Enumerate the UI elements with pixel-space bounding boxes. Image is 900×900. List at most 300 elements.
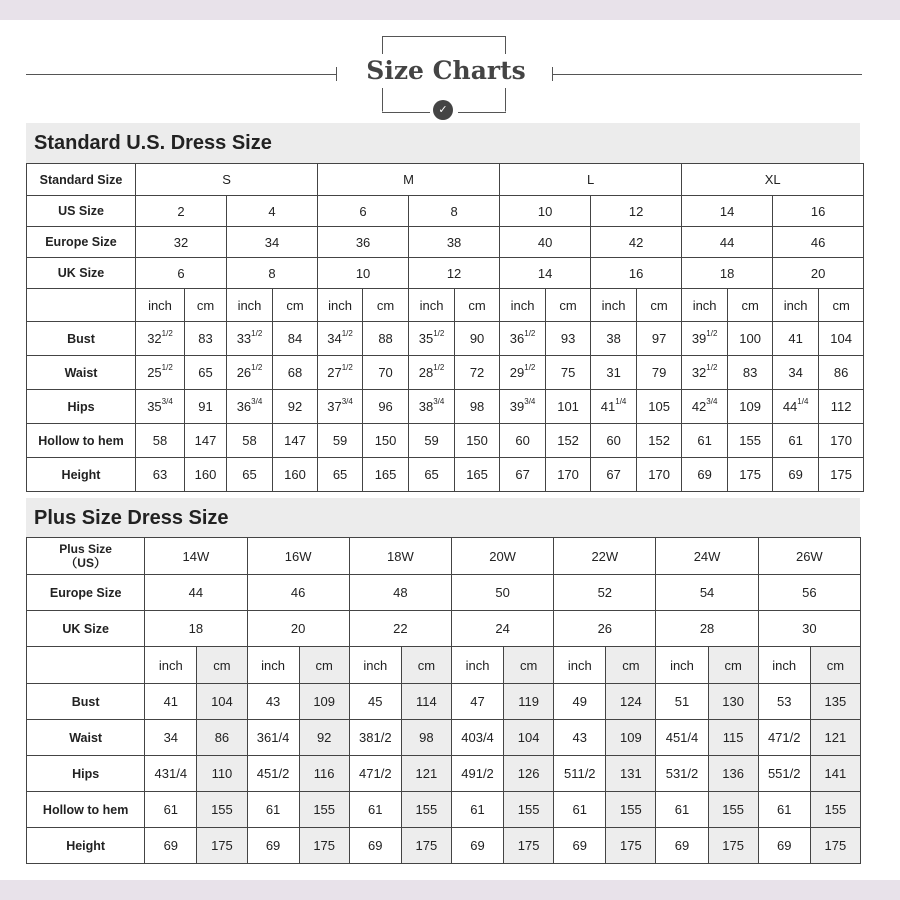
inch-value: 61 — [145, 792, 197, 828]
row-label: Hips — [27, 756, 145, 792]
inch-value — [682, 356, 728, 390]
row-europe-size — [27, 227, 864, 258]
size-value: 46 — [773, 227, 864, 258]
inch-value: 61 — [656, 792, 708, 828]
inch-value — [227, 424, 273, 458]
cm-value: 150 — [363, 424, 409, 458]
cm-value: 88 — [363, 322, 409, 356]
cm-value: 115 — [708, 720, 758, 756]
cm-value: 83 — [185, 322, 227, 356]
inch-value — [682, 390, 728, 424]
inch-value: 451/2 — [247, 756, 299, 792]
inch-value — [409, 322, 455, 356]
title-rule-left — [26, 74, 336, 75]
size-value: 28 — [656, 611, 758, 647]
inch-whole: 29 — [509, 365, 525, 380]
cm-value: 109 — [299, 684, 349, 720]
standard-size-heading: Standard U.S. Dress Size — [26, 123, 860, 163]
inch-value — [227, 390, 273, 424]
inch-whole: 39 — [691, 331, 707, 346]
inch-whole: 58 — [152, 433, 168, 448]
inch-value — [409, 356, 455, 390]
row-hollow-to-hem — [27, 792, 861, 828]
inch-value — [227, 356, 273, 390]
inch-value: 69 — [758, 828, 810, 864]
unit-cm: cm — [546, 289, 591, 322]
size-value: 40 — [500, 227, 591, 258]
cm-value: 160 — [273, 458, 318, 492]
row-units — [27, 289, 864, 322]
standard-size-m: M — [318, 164, 500, 196]
cm-value: 98 — [401, 720, 451, 756]
size-value: 34 — [227, 227, 318, 258]
cm-value: 98 — [455, 390, 500, 424]
inch-value: 41 — [145, 684, 197, 720]
unit-inch: inch — [773, 289, 819, 322]
cm-value: 131 — [606, 756, 656, 792]
row-hips — [27, 390, 864, 424]
inch-fraction: 1/2 — [161, 363, 173, 372]
unit-inch: inch — [145, 647, 197, 684]
row-label-line2: （US） — [65, 556, 106, 570]
size-value: 2 — [136, 196, 227, 227]
cm-value: 104 — [197, 684, 247, 720]
inch-fraction: 1/2 — [524, 363, 536, 372]
inch-value: 51 — [656, 684, 708, 720]
size-value: 22 — [349, 611, 451, 647]
inch-value: 381/2 — [349, 720, 401, 756]
unit-cm: cm — [273, 289, 318, 322]
inch-value — [591, 424, 637, 458]
size-value: 14 — [500, 258, 591, 289]
inch-whole: 36 — [509, 331, 525, 346]
cm-value: 112 — [819, 390, 864, 424]
size-value: 56 — [758, 575, 860, 611]
plus-size-24w: 24W — [656, 538, 758, 575]
cm-value: 100 — [728, 322, 773, 356]
inch-value: 43 — [247, 684, 299, 720]
row-bust — [27, 684, 861, 720]
cm-value: 92 — [299, 720, 349, 756]
inch-whole: 65 — [242, 467, 257, 482]
size-value: 8 — [409, 196, 500, 227]
standard-size-l: L — [500, 164, 682, 196]
unit-cm: cm — [401, 647, 451, 684]
inch-value — [136, 458, 185, 492]
cm-value: 175 — [708, 828, 758, 864]
inch-value: 69 — [451, 828, 503, 864]
row-label: US Size — [27, 196, 136, 227]
inch-value — [773, 322, 819, 356]
row-bust — [27, 322, 864, 356]
cm-value: 109 — [728, 390, 773, 424]
cm-value: 105 — [637, 390, 682, 424]
inch-whole: 42 — [691, 399, 707, 414]
unit-inch: inch — [758, 647, 810, 684]
row-label — [27, 538, 145, 575]
inch-fraction: 1/2 — [706, 329, 718, 338]
title-frame-bottom-right — [458, 112, 506, 113]
cm-value: 96 — [363, 390, 409, 424]
unit-inch: inch — [409, 289, 455, 322]
cm-value: 170 — [819, 424, 864, 458]
cm-value: 75 — [546, 356, 591, 390]
inch-value: 431/4 — [145, 756, 197, 792]
cm-value: 86 — [197, 720, 247, 756]
inch-whole: 58 — [242, 433, 257, 448]
inch-value — [318, 356, 363, 390]
cm-value: 175 — [504, 828, 554, 864]
cm-value: 83 — [728, 356, 773, 390]
inch-value — [136, 424, 185, 458]
inch-value: 69 — [656, 828, 708, 864]
inch-value: 403/4 — [451, 720, 503, 756]
inch-value — [591, 356, 637, 390]
size-value: 26 — [554, 611, 656, 647]
size-value: 20 — [247, 611, 349, 647]
cm-value: 155 — [401, 792, 451, 828]
inch-value: 69 — [554, 828, 606, 864]
page-title: Size Charts — [346, 54, 546, 88]
inch-value — [318, 322, 363, 356]
inch-value: 69 — [247, 828, 299, 864]
size-value: 54 — [656, 575, 758, 611]
inch-whole: 61 — [788, 433, 803, 448]
inch-whole: 36 — [236, 399, 252, 414]
inch-value — [227, 458, 273, 492]
size-value: 18 — [145, 611, 247, 647]
unit-cm: cm — [299, 647, 349, 684]
inch-value — [591, 390, 637, 424]
inch-value — [136, 390, 185, 424]
checkmark-icon: ✓ — [433, 100, 453, 120]
cm-value: 175 — [401, 828, 451, 864]
inch-value: 45 — [349, 684, 401, 720]
row-units — [27, 647, 861, 684]
row-label: Height — [27, 828, 145, 864]
size-value: 4 — [227, 196, 318, 227]
cm-value: 68 — [273, 356, 318, 390]
row-label: Waist — [27, 356, 136, 390]
unit-inch: inch — [136, 289, 185, 322]
row-hollow-to-hem — [27, 424, 864, 458]
inch-whole: 41 — [600, 399, 616, 414]
unit-cm: cm — [810, 647, 860, 684]
cm-value: 110 — [197, 756, 247, 792]
size-value: 10 — [318, 258, 409, 289]
inch-value — [591, 458, 637, 492]
row-label: Waist — [27, 720, 145, 756]
size-value: 6 — [318, 196, 409, 227]
cm-value: 121 — [810, 720, 860, 756]
row-label-line1: Plus Size — [59, 542, 112, 556]
inch-whole: 27 — [327, 365, 342, 380]
inch-whole: 35 — [418, 331, 434, 346]
inch-value: 61 — [349, 792, 401, 828]
cm-value: 155 — [299, 792, 349, 828]
cm-value: 170 — [546, 458, 591, 492]
cm-value: 65 — [185, 356, 227, 390]
size-value: 16 — [591, 258, 682, 289]
inch-fraction: 1/2 — [251, 363, 263, 372]
cm-value: 155 — [197, 792, 247, 828]
inch-value: 61 — [451, 792, 503, 828]
inch-whole: 59 — [424, 433, 439, 448]
inch-fraction: 3/4 — [251, 397, 263, 406]
standard-size-xl: XL — [682, 164, 864, 196]
unit-cm: cm — [637, 289, 682, 322]
row-waist — [27, 356, 864, 390]
unit-cm: cm — [455, 289, 500, 322]
inch-value — [318, 458, 363, 492]
bottom-margin-band — [0, 880, 900, 900]
inch-value: 361/4 — [247, 720, 299, 756]
title-rule-left-tick — [336, 67, 337, 81]
size-value: 30 — [758, 611, 860, 647]
row-label: Hollow to hem — [27, 424, 136, 458]
size-value: 8 — [227, 258, 318, 289]
unit-cm: cm — [363, 289, 409, 322]
row-label: Standard Size — [27, 164, 136, 196]
row-label: UK Size — [27, 258, 136, 289]
inch-whole: 59 — [332, 433, 348, 448]
cm-value: 152 — [546, 424, 591, 458]
size-value: 10 — [500, 196, 591, 227]
inch-whole: 38 — [606, 331, 621, 346]
inch-value — [682, 322, 728, 356]
cm-value: 150 — [455, 424, 500, 458]
row-uk-size — [27, 611, 861, 647]
row-label: Europe Size — [27, 227, 136, 258]
row-label: Europe Size — [27, 575, 145, 611]
blank-cell — [27, 289, 136, 322]
inch-value — [409, 424, 455, 458]
plus-size-22w: 22W — [554, 538, 656, 575]
inch-value: 53 — [758, 684, 810, 720]
inch-whole: 65 — [424, 467, 439, 482]
row-hips — [27, 756, 861, 792]
row-us-size — [27, 196, 864, 227]
inch-fraction: 1/2 — [161, 329, 173, 338]
inch-whole: 32 — [691, 365, 707, 380]
unit-inch: inch — [247, 647, 299, 684]
inch-fraction: 3/4 — [524, 397, 536, 406]
inch-value: 551/2 — [758, 756, 810, 792]
plus-size-14w: 14W — [145, 538, 247, 575]
size-value: 44 — [145, 575, 247, 611]
inch-value — [500, 322, 546, 356]
unit-cm: cm — [819, 289, 864, 322]
size-value: 12 — [409, 258, 500, 289]
inch-whole: 67 — [606, 467, 621, 482]
unit-cm: cm — [185, 289, 227, 322]
inch-whole: 35 — [147, 399, 162, 414]
inch-fraction: 1/2 — [341, 363, 353, 372]
row-europe-size — [27, 575, 861, 611]
unit-inch: inch — [349, 647, 401, 684]
size-value: 24 — [451, 611, 553, 647]
cm-value: 141 — [810, 756, 860, 792]
inch-fraction: 1/2 — [433, 363, 445, 372]
inch-value: 451/4 — [656, 720, 708, 756]
inch-value — [500, 390, 546, 424]
cm-value: 152 — [637, 424, 682, 458]
inch-value — [409, 458, 455, 492]
top-margin-band — [0, 0, 900, 20]
row-waist — [27, 720, 861, 756]
row-height — [27, 828, 861, 864]
inch-value — [409, 390, 455, 424]
cm-value: 116 — [299, 756, 349, 792]
standard-size-table — [26, 163, 864, 492]
cm-value: 91 — [185, 390, 227, 424]
cm-value: 70 — [363, 356, 409, 390]
size-value: 44 — [682, 227, 773, 258]
inch-value: 471/2 — [758, 720, 810, 756]
inch-value — [773, 458, 819, 492]
cm-value: 155 — [728, 424, 773, 458]
inch-whole: 61 — [697, 433, 712, 448]
cm-value: 175 — [606, 828, 656, 864]
plus-size-26w: 26W — [758, 538, 860, 575]
inch-whole: 25 — [147, 365, 162, 380]
cm-value: 136 — [708, 756, 758, 792]
inch-fraction: 1/2 — [341, 329, 353, 338]
inch-value: 61 — [247, 792, 299, 828]
inch-fraction: 1/2 — [251, 329, 263, 338]
unit-inch: inch — [227, 289, 273, 322]
unit-inch: inch — [318, 289, 363, 322]
cm-value: 175 — [819, 458, 864, 492]
unit-inch: inch — [554, 647, 606, 684]
inch-value: 511/2 — [554, 756, 606, 792]
cm-value: 119 — [504, 684, 554, 720]
inch-fraction: 3/4 — [433, 397, 445, 406]
title-frame-bottom-left — [382, 112, 430, 113]
inch-whole: 31 — [606, 365, 621, 380]
size-value: 14 — [682, 196, 773, 227]
inch-whole: 38 — [418, 399, 434, 414]
row-label: Height — [27, 458, 136, 492]
size-value: 6 — [136, 258, 227, 289]
inch-value: 69 — [349, 828, 401, 864]
inch-value — [318, 424, 363, 458]
row-label: Hollow to hem — [27, 792, 145, 828]
inch-whole: 60 — [515, 433, 530, 448]
size-chart-page — [0, 20, 900, 880]
cm-value: 175 — [197, 828, 247, 864]
inch-value: 43 — [554, 720, 606, 756]
cm-value: 101 — [546, 390, 591, 424]
inch-value — [682, 458, 728, 492]
cm-value: 104 — [819, 322, 864, 356]
cm-value: 170 — [637, 458, 682, 492]
unit-cm: cm — [197, 647, 247, 684]
size-value: 12 — [591, 196, 682, 227]
cm-value: 165 — [363, 458, 409, 492]
size-value: 48 — [349, 575, 451, 611]
inch-value: 61 — [554, 792, 606, 828]
inch-whole: 65 — [332, 467, 348, 482]
inch-value: 49 — [554, 684, 606, 720]
inch-whole: 69 — [788, 467, 803, 482]
unit-inch: inch — [500, 289, 546, 322]
inch-value — [773, 390, 819, 424]
size-value: 42 — [591, 227, 682, 258]
inch-value — [136, 356, 185, 390]
cm-value: 155 — [504, 792, 554, 828]
inch-value — [773, 356, 819, 390]
inch-whole: 26 — [236, 365, 252, 380]
unit-inch: inch — [682, 289, 728, 322]
inch-value — [318, 390, 363, 424]
inch-value — [500, 458, 546, 492]
unit-cm: cm — [504, 647, 554, 684]
title-rule-right-tick — [552, 67, 553, 81]
cm-value: 104 — [504, 720, 554, 756]
row-standard-size — [27, 164, 864, 196]
inch-value: 531/2 — [656, 756, 708, 792]
inch-fraction: 3/4 — [341, 397, 353, 406]
row-label: UK Size — [27, 611, 145, 647]
inch-value: 471/2 — [349, 756, 401, 792]
inch-fraction: 3/4 — [161, 397, 173, 406]
row-label: Hips — [27, 390, 136, 424]
inch-whole: 63 — [152, 467, 168, 482]
cm-value: 155 — [606, 792, 656, 828]
size-value: 38 — [409, 227, 500, 258]
row-height — [27, 458, 864, 492]
inch-value: 47 — [451, 684, 503, 720]
size-value: 16 — [773, 196, 864, 227]
inch-fraction: 1/4 — [615, 397, 627, 406]
cm-value: 79 — [637, 356, 682, 390]
inch-whole: 44 — [782, 399, 798, 414]
cm-value: 114 — [401, 684, 451, 720]
cm-value: 147 — [185, 424, 227, 458]
inch-value — [682, 424, 728, 458]
size-value: 46 — [247, 575, 349, 611]
size-value: 52 — [554, 575, 656, 611]
cm-value: 160 — [185, 458, 227, 492]
cm-value: 130 — [708, 684, 758, 720]
inch-value: 69 — [145, 828, 197, 864]
cm-value: 165 — [455, 458, 500, 492]
cm-value: 90 — [455, 322, 500, 356]
cm-value: 126 — [504, 756, 554, 792]
inch-fraction: 1/2 — [524, 329, 536, 338]
inch-value — [500, 356, 546, 390]
blank-cell — [27, 647, 145, 684]
row-label: Bust — [27, 684, 145, 720]
cm-value: 97 — [637, 322, 682, 356]
cm-value: 121 — [401, 756, 451, 792]
cm-value: 84 — [273, 322, 318, 356]
unit-cm: cm — [708, 647, 758, 684]
unit-inch: inch — [591, 289, 637, 322]
plus-size-20w: 20W — [451, 538, 553, 575]
inch-whole: 41 — [788, 331, 803, 346]
inch-fraction: 1/4 — [797, 397, 809, 406]
inch-whole: 34 — [788, 365, 803, 380]
unit-cm: cm — [606, 647, 656, 684]
cm-value: 124 — [606, 684, 656, 720]
cm-value: 109 — [606, 720, 656, 756]
unit-inch: inch — [451, 647, 503, 684]
row-label: Bust — [27, 322, 136, 356]
inch-value: 34 — [145, 720, 197, 756]
cm-value: 93 — [546, 322, 591, 356]
